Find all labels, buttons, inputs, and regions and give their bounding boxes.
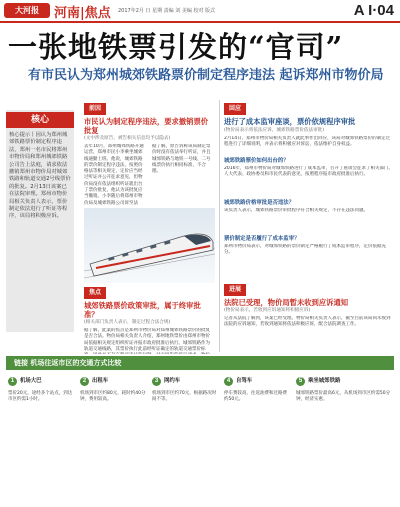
- route-number: 5: [296, 377, 305, 386]
- link-banner: [6, 356, 394, 370]
- focus-text: 据了解，此案的焦点是郑州市物价局对郑州城郊铁路票价的批复是否合法。物价局相关负责人介绍，郑州地铁票价由郑州市物价局依据相关规定组织听证并报市政府批准后执行。城郊铁路作为轨道交通线路，其票价执行此前经听证确定的轨道交通票价标: [84, 328, 210, 352]
- page-header: [0, 0, 400, 22]
- cause-text-1: 去年10月，郑州城郊铁路开通运营，郑州市民小李乘坐城郊线通勤上班。他说，城郊铁路的票价制定程序违法，按照价格法等相关规定，定价应当经过听证并公开征求意见，但物价局没有依法组织听证就出台了票价批复，他认为该批复应当撤销。小李随后将郑州市物价局及城郊铁路公司诉至法: [84, 144, 144, 206]
- route-number: 3: [152, 377, 161, 386]
- tag-cause: 前因: [84, 103, 106, 115]
- section-title: 河南|焦点: [54, 6, 111, 21]
- subheadline: 有市民认为郑州城郊铁路票价制定程序违法 起诉郑州市物价局: [28, 68, 384, 83]
- link-banner-label: 链接 机场往返市区的交通方式比较: [14, 359, 122, 367]
- train-icon: [84, 208, 215, 283]
- summary-text: 核心提示丨因认为郑州城郊铁路票价制定程序违法，郑州一名市民将郑州市物价局和郑州城郊铁路公司告上法庭，请求依法撤销郑州市物价局对城郊铁路和轨道交通2号线票价的批复。2月13日该案已在法院审理。郑州市物价局相关负责人表示，票价制定依法进行了听证等程序，该局将积极应诉。: [9, 132, 71, 220]
- answer-3: 郑州市物价局表示，对城郊铁路的票价制定严格履行了成本监审程序，定价依据充分。: [224, 244, 386, 256]
- question-3: 票价制定是否履行了成本监审？: [224, 236, 300, 242]
- route-number: 2: [80, 377, 89, 386]
- cause-subheading: (文中涉及原告、被告相关信息均予以隐去): [84, 136, 171, 141]
- route-text: 机场到市区约80元，耗时约40分钟，费用较高。: [80, 391, 146, 403]
- route-text: 机场到市区约70元，根据路况时间不等。: [152, 391, 217, 403]
- cause-heading: 市民认为制定程序违法，要求撤销票价批复: [84, 117, 209, 135]
- newspaper-logo: 大河报: [4, 3, 50, 18]
- focus-heading: 城郊铁路票价政策审批，属于终审批准？: [84, 301, 201, 319]
- tag-response: 回应: [224, 103, 246, 115]
- route-title: 自驾车: [236, 378, 253, 384]
- header-rule: [0, 21, 400, 23]
- headline: 一张地铁票引发的“官司”: [8, 30, 344, 64]
- route-text: 停车费较高，往返油费和过路费约50元。: [224, 391, 287, 403]
- train-photo: [84, 208, 215, 283]
- edition-meta: 2017年2月 日 星期 责编 刘 美编 校对 版式: [118, 8, 216, 14]
- route-title: 网约车: [164, 378, 181, 384]
- tag-focus: 焦点: [84, 287, 106, 299]
- route-title: 机场大巴: [20, 378, 42, 384]
- progress-heading: 法院已受理，物价局暂未收到应诉通知: [224, 298, 349, 307]
- route-text: 票价20元，途经多个站点，到达市区约需1小时。: [8, 391, 73, 403]
- summary-badge: 核心: [6, 112, 74, 128]
- response-heading: 进行了成本监审座谈，票价依规程序审批: [224, 117, 356, 126]
- focus-subheading: (相关部门负责人表示，制定过程合法合规): [84, 320, 171, 325]
- cause-text-2: 据了解，原告诉称该局制定票价时没有依法举行听证，并且城郊铁路与地铁一号线、二号线票价执行相同标准，不合理。: [152, 144, 211, 175]
- summary-box: [6, 110, 74, 332]
- route-text: 城郊铁路票价最高6元，从机场到市区约需50分钟，经济实惠。: [296, 391, 391, 403]
- route-number: 4: [224, 377, 233, 386]
- tag-progress: 进展: [224, 284, 246, 296]
- progress-text: 记者从法院了解到，该案已经受理。物价局相关负责人表示，截至目前该局尚未收到法院的应诉通知，若收到通知将依法积极应诉，配合法院调查工作。: [224, 316, 391, 328]
- question-1: 城郊铁路票价如何出台的？: [224, 158, 289, 164]
- route-title: 乘坐城郊铁路: [308, 378, 341, 384]
- column-divider: [219, 100, 220, 352]
- response-subheading: (物价局表示将依法应诉，城郊铁路票价依法审批): [224, 128, 325, 133]
- route-number: 1: [8, 377, 17, 386]
- response-intro: 2月14日，郑州市物价局相关负责人就此事作出回应，该局对城郊铁路票价的制定过程进行了详细说明，并表示将积极应对诉讼，依法维护自身权益。: [224, 136, 391, 148]
- page-number: A I·04: [353, 2, 394, 19]
- question-2: 城郊铁路价格审批是否违法？: [224, 200, 295, 206]
- answer-2: 该负责人表示，城郊铁路票价审批程序符合相关规定，不存在违法问题。: [224, 208, 368, 213]
- progress-subheading: (物价局表示，若收到应诉通知将积极应诉): [224, 308, 311, 313]
- route-title: 出租车: [92, 378, 109, 384]
- answer-1: 2016年，郑州市物价局对城郊铁路进行了成本监审，召开了座谈会征求了相关部门、人大代表、政协委员和市民代表的意见，按照程序报市政府批准后执行。: [224, 166, 393, 178]
